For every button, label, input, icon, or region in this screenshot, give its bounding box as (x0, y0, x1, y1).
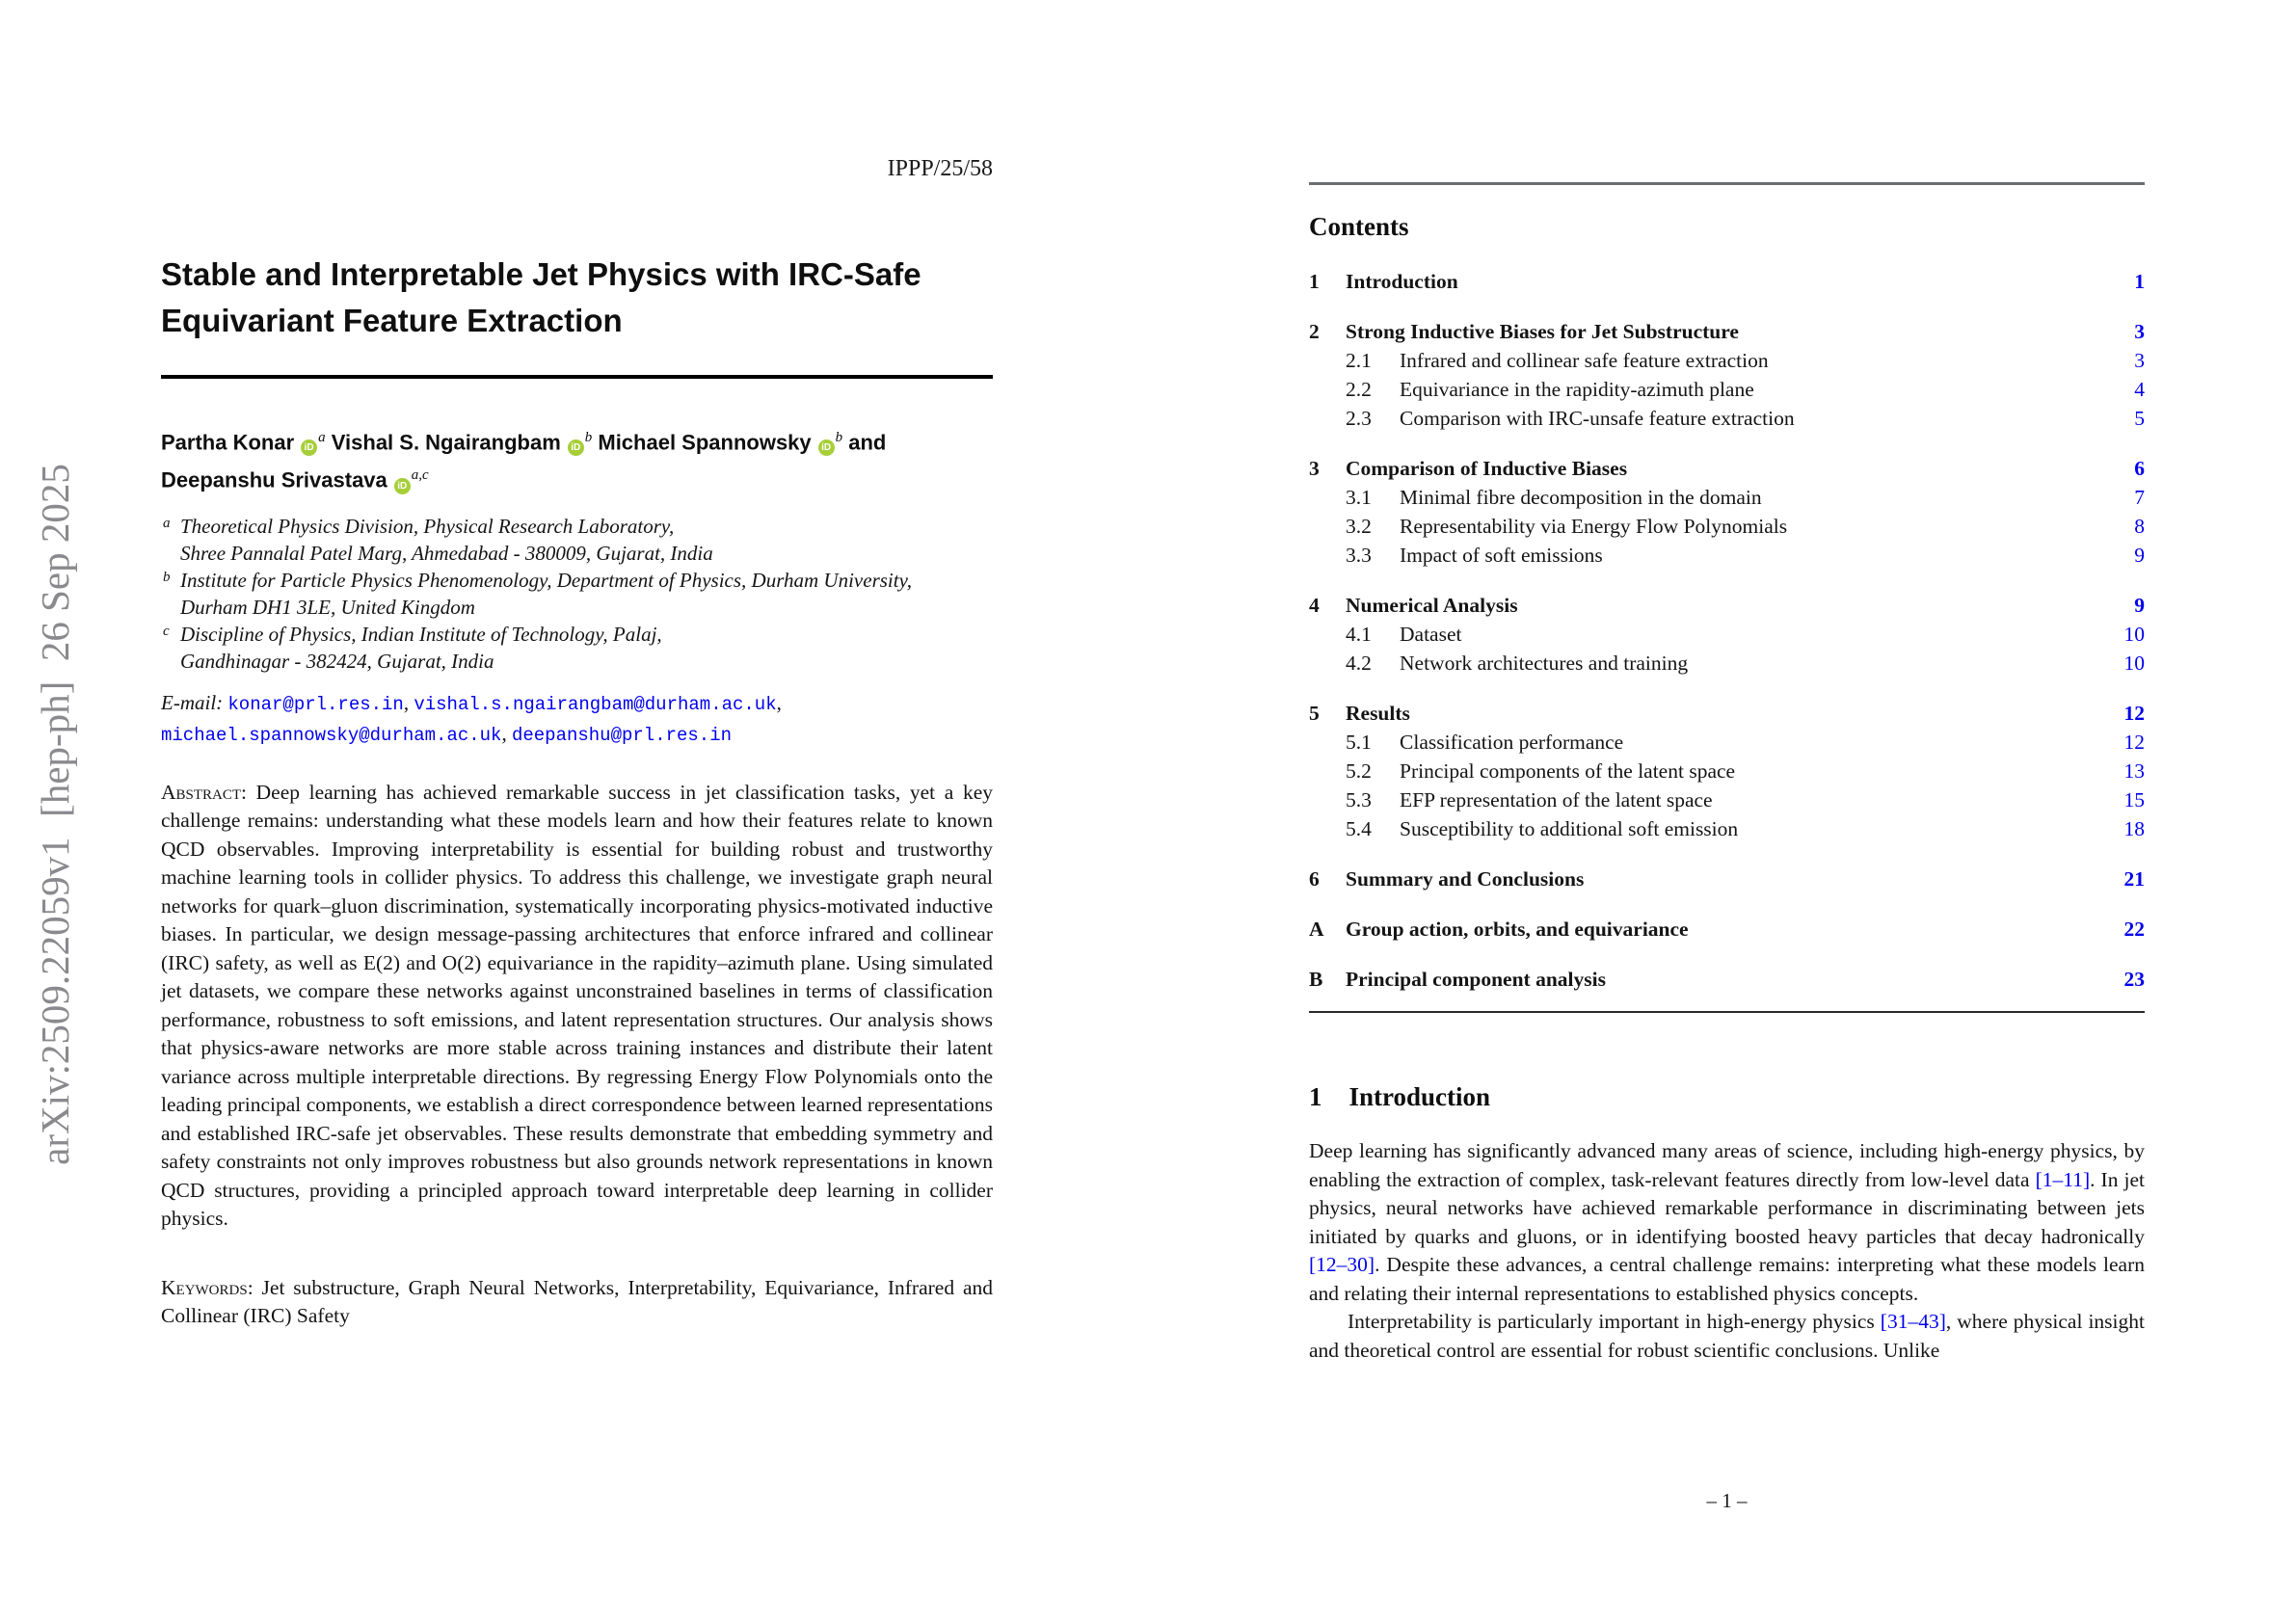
toc-entry-label[interactable]: Impact of soft emissions (1400, 544, 1603, 567)
abstract (161, 779, 993, 1234)
toc-entry-number: 5 (1309, 702, 1320, 725)
toc-entry-page[interactable]: 12 (2123, 702, 2145, 725)
toc-entry-page[interactable]: 3 (2134, 349, 2145, 372)
toc-entry-number: 3.2 (1346, 515, 1372, 538)
affiliation-superscript: c (163, 623, 170, 639)
toc-entry-label[interactable]: Classification performance (1400, 731, 1624, 754)
toc-entry-page[interactable]: 8 (2134, 515, 2145, 538)
toc-entry-label[interactable]: Susceptibility to additional soft emission (1400, 817, 1739, 840)
toc-entry-4.2[interactable] (1309, 649, 2145, 678)
keywords-label: Keywords: (161, 1275, 254, 1299)
toc-entry-page[interactable]: 10 (2123, 652, 2145, 675)
toc-entry-number: 2 (1309, 320, 1320, 343)
affiliation-c (161, 621, 993, 675)
contents-heading: Contents (1309, 212, 1409, 241)
email-link[interactable]: michael.spannowsky@durham.ac.uk (161, 724, 502, 746)
introduction-body (1309, 1137, 2145, 1365)
toc-entry-number: 3 (1309, 457, 1320, 480)
citation-link[interactable]: [1–11] (2035, 1167, 2091, 1191)
report-number: IPPP/25/58 (887, 156, 993, 181)
affiliation-a (161, 513, 993, 567)
table-of-contents (1309, 267, 2145, 994)
toc-entry-number: A (1309, 918, 1324, 941)
paper-title-line2: Equivariant Feature Extraction (161, 303, 623, 338)
abstract-text: Deep learning has achieved remarkable success in jet classification tasks, yet a key challenge remains: understanding what these models learn and how their features relate to known QCD observables. Improving interpretability is essential for building robust and trustworthy machine learning tools in collider physics. To address this challenge, we investigate graph neural networks for quark–gluon discrimination, systematically incorporating physics-motivated inductive biases. In particular, we design message-passing architectures that enforce infrared and collinear (IRC) safety, as well as E(2) and O(2) equivariance in the rapidity–azimuth plane. Using simulated jet datasets, we compare these networks against unconstrained baselines in terms of classification performance, robustness to soft emissions, and latent representation structures. Our analysis shows that physics-aware networks are more stable across training instances and distribute their latent variance across multiple interpretable directions. By regressing Energy Flow Polynomials onto the leading principal components, we establish a direct correspondence between learned representations and established IRC-safe jet observables. These results demonstrate that embedding symmetry and safety constraints not only improves robustness but also grounds network representations in known QCD structures, providing a principled approach toward interpretable deep learning in collider physics. (161, 780, 993, 1231)
toc-entry-number: 4 (1309, 594, 1320, 617)
toc-entry-page[interactable]: 22 (2123, 918, 2145, 941)
toc-entry-number: B (1309, 968, 1323, 991)
affiliation-superscript: b (163, 569, 171, 585)
toc-entry-2.2[interactable] (1309, 375, 2145, 404)
text-segment: . In jet physics, neural networks have achieved remarkable performance in discriminating between jets initiated by quarks and gluons, or in identifying boosted heavy particles that decay hadronically (1309, 1167, 2145, 1248)
arxiv-watermark: arXiv:2509.22059v1 [hep-ph] 26 Sep 2025 (33, 464, 77, 1165)
toc-entry-page[interactable]: 13 (2123, 759, 2145, 783)
toc-entry-page[interactable]: 9 (2134, 544, 2145, 567)
section-heading-introduction (1309, 1082, 2145, 1112)
toc-entry-number: 5.2 (1346, 759, 1372, 783)
text-segment: Vishal S. Ngairangbam (325, 430, 561, 455)
toc-entry-page[interactable]: 15 (2123, 788, 2145, 812)
toc-entry-3.1[interactable] (1309, 483, 2145, 512)
toc-entry-label[interactable]: EFP representation of the latent space (1400, 788, 1713, 812)
bottom-rule (1309, 1011, 2145, 1013)
title-page (161, 156, 993, 1331)
toc-entry-2.1[interactable] (1309, 346, 2145, 375)
toc-entry-1[interactable] (1309, 267, 2145, 296)
paper-title (161, 252, 993, 344)
toc-entry-label[interactable]: Introduction (1346, 270, 1458, 293)
text-segment: b (835, 430, 843, 445)
toc-entry-page[interactable]: 7 (2134, 486, 2145, 509)
contents-page (1309, 0, 2145, 1623)
toc-entry-label[interactable]: Numerical Analysis (1346, 594, 1518, 617)
orcid-icon[interactable]: iD (818, 439, 835, 456)
toc-entry-number: 5.4 (1346, 817, 1372, 840)
text-segment: and Deepanshu Srivastava (161, 430, 887, 492)
toc-entry-label[interactable]: Network architectures and training (1400, 652, 1689, 675)
affiliation-superscript: a (163, 515, 171, 531)
intro-paragraph (1309, 1308, 2145, 1365)
text-segment: , where physical insight and theoretical control are essential for robust scientific conclusions. Unlike (1309, 1310, 2145, 1362)
text-segment: b (584, 430, 593, 445)
paper-title-line1: Stable and Interpretable Jet Physics with IRC-Safe (161, 256, 921, 292)
toc-entry-number: 1 (1309, 270, 1320, 293)
toc-entry-number: 5.3 (1346, 788, 1372, 812)
toc-entry-label[interactable]: Strong Inductive Biases for Jet Substructure (1346, 320, 1739, 343)
citation-link[interactable]: [12–30] (1309, 1253, 1375, 1276)
toc-entry-page[interactable]: 1 (2134, 270, 2145, 293)
orcid-icon[interactable]: iD (301, 439, 317, 456)
toc-entry-page[interactable]: 12 (2123, 731, 2145, 754)
toc-entry-page[interactable]: 10 (2123, 623, 2145, 646)
text-segment: a (318, 430, 326, 445)
abstract-label: Abstract: (161, 780, 248, 804)
toc-entry-number: 4.2 (1346, 652, 1372, 675)
page-number: – 1 – (1706, 1489, 1748, 1512)
email-link[interactable]: vishal.s.ngairangbam@durham.ac.uk (414, 693, 777, 715)
toc-entry-number: 3.1 (1346, 486, 1372, 509)
toc-entry-5.3[interactable] (1309, 785, 2145, 814)
toc-entry-number: 4.1 (1346, 623, 1372, 646)
text-segment: a,c (411, 467, 429, 484)
toc-entry-page[interactable]: 3 (2134, 320, 2145, 343)
top-rule (1309, 182, 2145, 185)
text-segment: Partha Konar (161, 430, 295, 455)
keywords (161, 1274, 993, 1331)
text-segment: , (501, 721, 512, 745)
toc-entry-number: 2.3 (1346, 407, 1372, 430)
toc-entry-label[interactable]: Principal component analysis (1346, 968, 1606, 991)
toc-entry-label[interactable]: Summary and Conclusions (1346, 867, 1585, 891)
toc-entry-number: 2.2 (1346, 378, 1372, 401)
toc-entry-2.3[interactable] (1309, 404, 2145, 433)
toc-entry-page[interactable]: 6 (2134, 457, 2145, 480)
toc-entry-4.1[interactable] (1309, 620, 2145, 649)
toc-entry-label[interactable]: Group action, orbits, and equivariance (1346, 918, 1689, 941)
toc-entry-label[interactable]: Comparison of Inductive Biases (1346, 457, 1628, 480)
toc-entry-number: 5.1 (1346, 731, 1372, 754)
toc-entry-label[interactable]: Minimal fibre decomposition in the domain (1400, 486, 1762, 509)
orcid-icon[interactable]: iD (568, 439, 584, 456)
authors-line (161, 421, 993, 497)
toc-entry-page[interactable]: 23 (2123, 968, 2145, 991)
text-segment: . Despite these advances, a central challenge remains: interpreting what these models learn and relating their internal representations to established physics concepts. (1309, 1253, 2145, 1305)
toc-entry-5.2[interactable] (1309, 757, 2145, 785)
toc-entry-label[interactable]: Dataset (1400, 623, 1462, 646)
toc-entry-5.1[interactable] (1309, 728, 2145, 757)
affiliation-text: Discipline of Physics, Indian Institute of Technology, Palaj, Gandhinagar - 382424, Gujarat, India (180, 622, 662, 673)
toc-entry-5[interactable] (1309, 699, 2145, 728)
toc-entry-number: 2.1 (1346, 349, 1372, 372)
toc-entry-page[interactable]: 9 (2134, 594, 2145, 617)
toc-entry-A[interactable] (1309, 915, 2145, 944)
toc-entry-label[interactable]: Infrared and collinear safe feature extraction (1400, 349, 1769, 372)
text-segment: , (403, 690, 414, 714)
title-rule (161, 375, 993, 379)
toc-entry-3.2[interactable] (1309, 512, 2145, 541)
toc-entry-page[interactable]: 21 (2123, 867, 2145, 891)
toc-entry-label[interactable]: Results (1346, 702, 1410, 725)
toc-entry-page[interactable]: 18 (2123, 817, 2145, 840)
toc-entry-label[interactable]: Equivariance in the rapidity-azimuth plane (1400, 378, 1754, 401)
citation-link[interactable]: [31–43] (1880, 1310, 1946, 1333)
toc-entry-label[interactable]: Principal components of the latent space (1400, 759, 1736, 783)
toc-entry-label[interactable]: Representability via Energy Flow Polynomials (1400, 515, 1788, 538)
toc-entry-number: 3.3 (1346, 544, 1372, 567)
text-segment: Interpretability is particularly important in high-energy physics (1348, 1310, 1881, 1333)
intro-paragraph (1309, 1137, 2145, 1308)
toc-entry-3[interactable] (1309, 454, 2145, 483)
toc-entry-3.3[interactable] (1309, 541, 2145, 570)
toc-entry-label[interactable]: Comparison with IRC-unsafe feature extraction (1400, 407, 1795, 430)
text-segment: , (776, 690, 782, 714)
section-number: 1 (1309, 1082, 1322, 1111)
text-segment: Michael Spannowsky (592, 430, 812, 455)
toc-entry-page[interactable]: 5 (2134, 407, 2145, 430)
section-title: Introduction (1348, 1082, 1491, 1111)
affiliation-text: Institute for Particle Physics Phenomenology, Department of Physics, Durham University, Durham DH1 3LE, United Kingdom (180, 568, 912, 619)
toc-entry-5.4[interactable] (1309, 814, 2145, 843)
toc-entry-6[interactable] (1309, 865, 2145, 893)
toc-entry-2[interactable] (1309, 317, 2145, 346)
orcid-icon[interactable]: iD (394, 478, 411, 494)
email-link[interactable]: deepanshu@prl.res.in (511, 724, 733, 746)
toc-entry-B[interactable] (1309, 965, 2145, 994)
text-segment: Deep learning has significantly advanced many areas of science, including high-energy physics, by enabling the extraction of complex, task-relevant features directly from low-level data (1309, 1139, 2145, 1191)
keywords-text: Jet substructure, Graph Neural Networks, Interpretability, Equivariance, Infrared and Collinear (IRC) Safety (161, 1275, 993, 1328)
toc-entry-4[interactable] (1309, 591, 2145, 620)
toc-entry-page[interactable]: 4 (2134, 378, 2145, 401)
email-line (161, 688, 993, 750)
affiliation-b (161, 567, 993, 621)
affiliations-block (161, 513, 993, 675)
toc-entry-number: 6 (1309, 867, 1320, 891)
text-segment: E-mail: (161, 690, 228, 714)
email-link[interactable]: konar@prl.res.in (227, 693, 404, 715)
affiliation-text: Theoretical Physics Division, Physical Research Laboratory, Shree Pannalal Patel Marg, Ahmedabad - 380009, Gujarat, India (180, 514, 713, 565)
